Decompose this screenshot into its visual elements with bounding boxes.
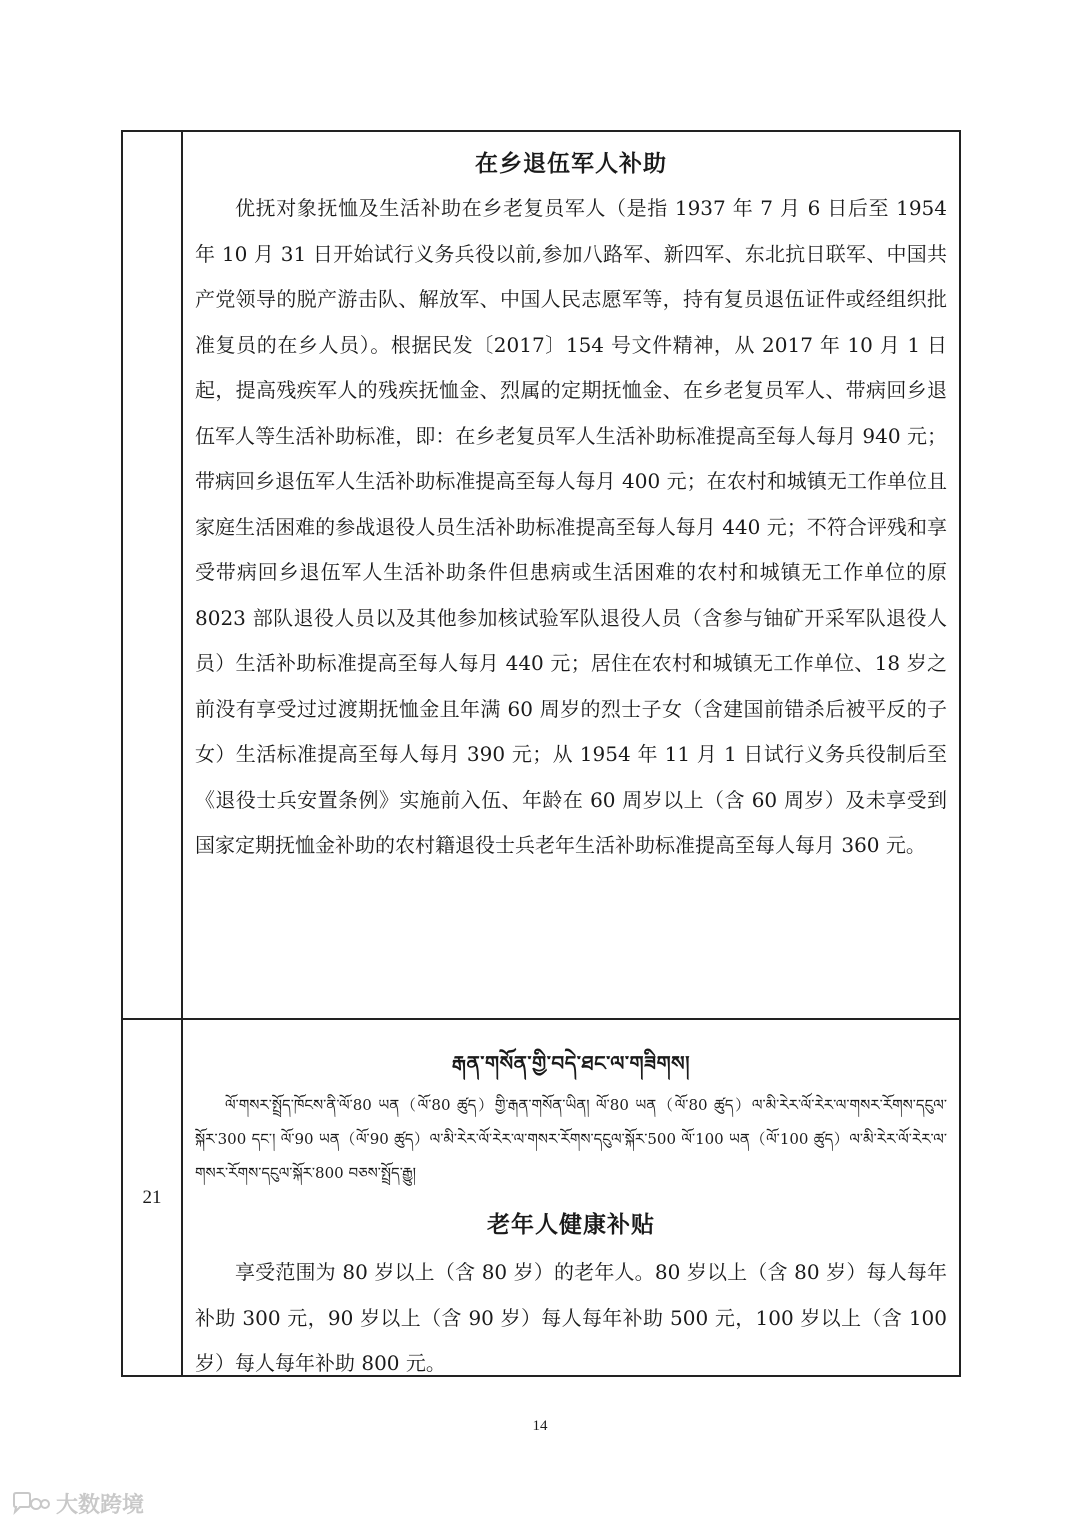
section-title-veterans-subsidy: 在乡退伍军人补助 xyxy=(475,150,667,177)
row-content-cell xyxy=(183,132,959,1018)
row-number-cell xyxy=(123,132,183,1018)
watermark-text: 大数跨境 xyxy=(56,1493,145,1518)
section-paragraph-veterans-subsidy: 优抚对象抚恤及生活补助在乡老复员军人（是指 1937 年 7 月 6 日后至 1954 年 10 月 31 日开始试行义务兵役以前,参加八路军、新四军、东北抗日联军、中国共产党领导的脱产游击队、解放军、中国人民志愿军等，持有复员退伍证件或经组织批准复员的在乡人员）。根据民发〔2017〕154 号文件精神，从 2017 年 10 月 1 日起，提高残疾军人的残疾抚恤金、烈属的定期抚恤金、在乡老复员军人、带病回乡退伍军人等生活补助标准，即：在乡老复员军人生活补助标准提高至每人每月 940 元；带病回乡退伍军人生活补助标准提高至每人每月 400 元；在农村和城镇无工作单位且家庭生活困难的参战退役人员生活补助标准提高至每人每月 440 元；不符合评残和享受带病回乡退伍军人生活补助条件但患病或生活困难的农村和城镇无工作单位的原 8023 部队退役人员以及其他参加核试验军队退役人员（含参与铀矿开采军队退役人员）生活补助标准提高至每人每月 440 元；居住在农村和城镇无工作单位、18 岁之前没有享受过过渡期抚恤金且年满 60 周岁的烈士子女（含建国前错杀后被平反的子女）生活标准提高至每人每月 390 元；从 1954 年 11 月 1 日试行义务兵役制后至《退役士兵安置条例》实施前入伍、年龄在 60 周岁以上（含 60 周岁）及未享受到国家定期抚恤金补助的农村籍退役士兵老年生活补助标准提高至每人每月 360 元。 xyxy=(195,196,947,857)
table-row xyxy=(123,132,959,1020)
row-content-cell xyxy=(183,1020,959,1375)
page-number: 14 xyxy=(532,1418,548,1434)
tibetan-section-title: རྒན་གསོན་གྱི་བདེ་ཐང་ལ་གཟིགས། xyxy=(451,1051,691,1075)
table-row xyxy=(123,1020,959,1375)
section-title-elderly-health-subsidy: 老年人健康补贴 xyxy=(487,1211,655,1238)
watermark xyxy=(10,1488,144,1519)
speech-bubble-logo-icon xyxy=(10,1491,50,1517)
tibetan-section-paragraph: ལོ་གསར་སྤྲོད་ཁོངས་ནི་ལོ་80 ཡན（ལོ་80 ཚུད）གྱི་རྒན་གསོན་ཡིན། ལོ་80 ཡན（ལོ་80 ཚུད）ལ་མི་རེར་ལོ་རེར་ལ་གསར་རོགས་དངུལ་སྐོར་300 དང་། ལོ་90 ཡན（ལོ་90 ཚུད）ལ་མི་རེར་ལོ་རེར་ལ་གསར་རོགས་དངུལ་སྐོར་500 ལོ་100 ཡན（ལོ་100 ཚུད）ལ་མི་རེར་ལོ་རེར་ལ་གསར་རོགས་དངུལ་སྐོར་800 བཅས་སྤྲོད་རྒྱུ། xyxy=(195,1096,947,1182)
row-number-cell: 21 xyxy=(123,1020,183,1375)
section-paragraph-elderly-health-subsidy: 享受范围为 80 岁以上（含 80 岁）的老年人。80 岁以上（含 80 岁）每人每年补助 300 元，90 岁以上（含 90 岁）每人每年补助 500 元，100 岁以上（含 100 岁）每人每年补助 800 元。 xyxy=(195,1260,947,1375)
document-table xyxy=(121,130,961,1377)
